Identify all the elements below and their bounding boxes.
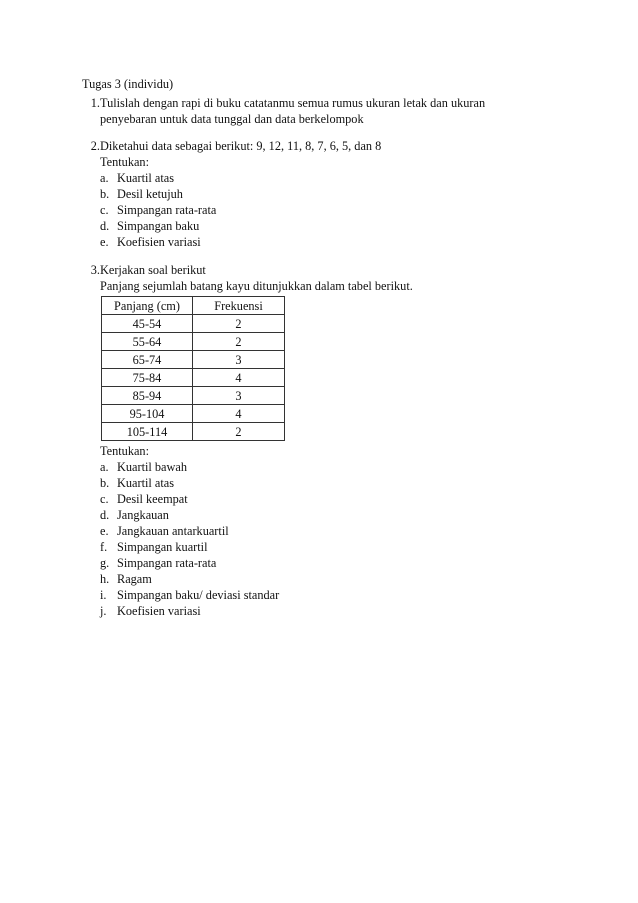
question-1 [82,95,552,127]
sub-question [100,571,552,587]
question-text-line: Panjang sejumlah batang kayu ditunjukkan dalam tabel berikut. [100,279,413,293]
table-cell: 2 [193,333,285,351]
question-number: 1. [90,96,100,110]
table-cell: 85-94 [102,387,193,405]
sub-question-text: Desil keempat [117,492,188,506]
table-cell: 65-74 [102,351,193,369]
sub-question-letter: b. [100,187,110,201]
question-number: 2. [90,139,100,153]
sub-question-letter: a. [100,171,109,185]
table-row [102,423,285,441]
sub-question-letter: c. [100,203,109,217]
table-header-row [102,297,285,315]
sub-question-letter: b. [100,476,110,490]
sub-question-letter: c. [100,492,109,506]
table-cell: 2 [193,423,285,441]
sub-question-text: Simpangan rata-rata [117,556,217,570]
frequency-table [101,296,285,441]
document-title: Tugas 3 (individu) [82,77,174,91]
sub-question-letter: d. [100,508,110,522]
sub-question-text: Kuartil atas [117,171,175,185]
sub-question-text: Jangkauan antarkuartil [117,524,229,538]
tentukan-label: Tentukan: [100,155,149,169]
sub-question-letter: d. [100,219,110,233]
question-text-line: Kerjakan soal berikut [100,263,206,277]
column-header: Panjang (cm) [102,297,193,315]
sub-question-text: Koefisien variasi [117,235,201,249]
sub-question-letter: e. [100,524,109,538]
tentukan-label: Tentukan: [100,444,149,458]
sub-question [100,459,552,475]
sub-question-list [100,459,552,619]
sub-question [100,587,552,603]
sub-question [100,186,552,202]
sub-question [100,603,552,619]
table-cell: 4 [193,369,285,387]
question-2 [82,138,552,250]
table-cell: 3 [193,387,285,405]
sub-question-text: Ragam [117,572,152,586]
sub-question-letter: e. [100,235,109,249]
sub-question [100,523,552,539]
column-header: Frekuensi [193,297,285,315]
table-cell: 75-84 [102,369,193,387]
question-3 [82,262,552,619]
sub-question-text: Kuartil bawah [117,460,187,474]
table-row [102,405,285,423]
question-text-line: Diketahui data sebagai berikut: 9, 12, 11, 8, 7, 6, 5, dan 8 [100,139,382,153]
table-cell: 55-64 [102,333,193,351]
table-row [102,387,285,405]
sub-question-text: Simpangan baku/ deviasi standar [117,588,280,602]
sub-question [100,234,552,250]
sub-question [100,491,552,507]
table-row [102,333,285,351]
sub-question-letter: a. [100,460,109,474]
sub-question-text: Simpangan kuartil [117,540,208,554]
table-cell: 3 [193,351,285,369]
table-row [102,369,285,387]
table-row [102,351,285,369]
table-cell: 2 [193,315,285,333]
question-text-line: Tulislah dengan rapi di buku catatanmu semua rumus ukuran letak dan ukuran [100,96,486,110]
table-cell: 4 [193,405,285,423]
sub-question-text: Koefisien variasi [117,604,201,618]
sub-question-letter: j. [100,604,107,618]
question-number: 3. [90,263,100,277]
sub-question-letter: f. [100,540,108,554]
sub-question [100,475,552,491]
sub-question-letter: h. [100,572,110,586]
sub-question [100,170,552,186]
sub-question-text: Desil ketujuh [117,187,183,201]
table-cell: 95-104 [102,405,193,423]
sub-question-text: Jangkauan [117,508,169,522]
sub-question [100,539,552,555]
sub-question [100,218,552,234]
sub-question-text: Simpangan rata-rata [117,203,217,217]
sub-question-text: Kuartil atas [117,476,175,490]
sub-question-letter: i. [100,588,107,602]
table-cell: 45-54 [102,315,193,333]
question-text-line: penyebaran untuk data tunggal dan data berkelompok [100,112,364,126]
sub-question-text: Simpangan baku [117,219,200,233]
sub-question-letter: g. [100,556,110,570]
sub-question-list [100,170,552,250]
sub-question [100,202,552,218]
table-cell: 105-114 [102,423,193,441]
sub-question [100,555,552,571]
sub-question [100,507,552,523]
table-row [102,315,285,333]
